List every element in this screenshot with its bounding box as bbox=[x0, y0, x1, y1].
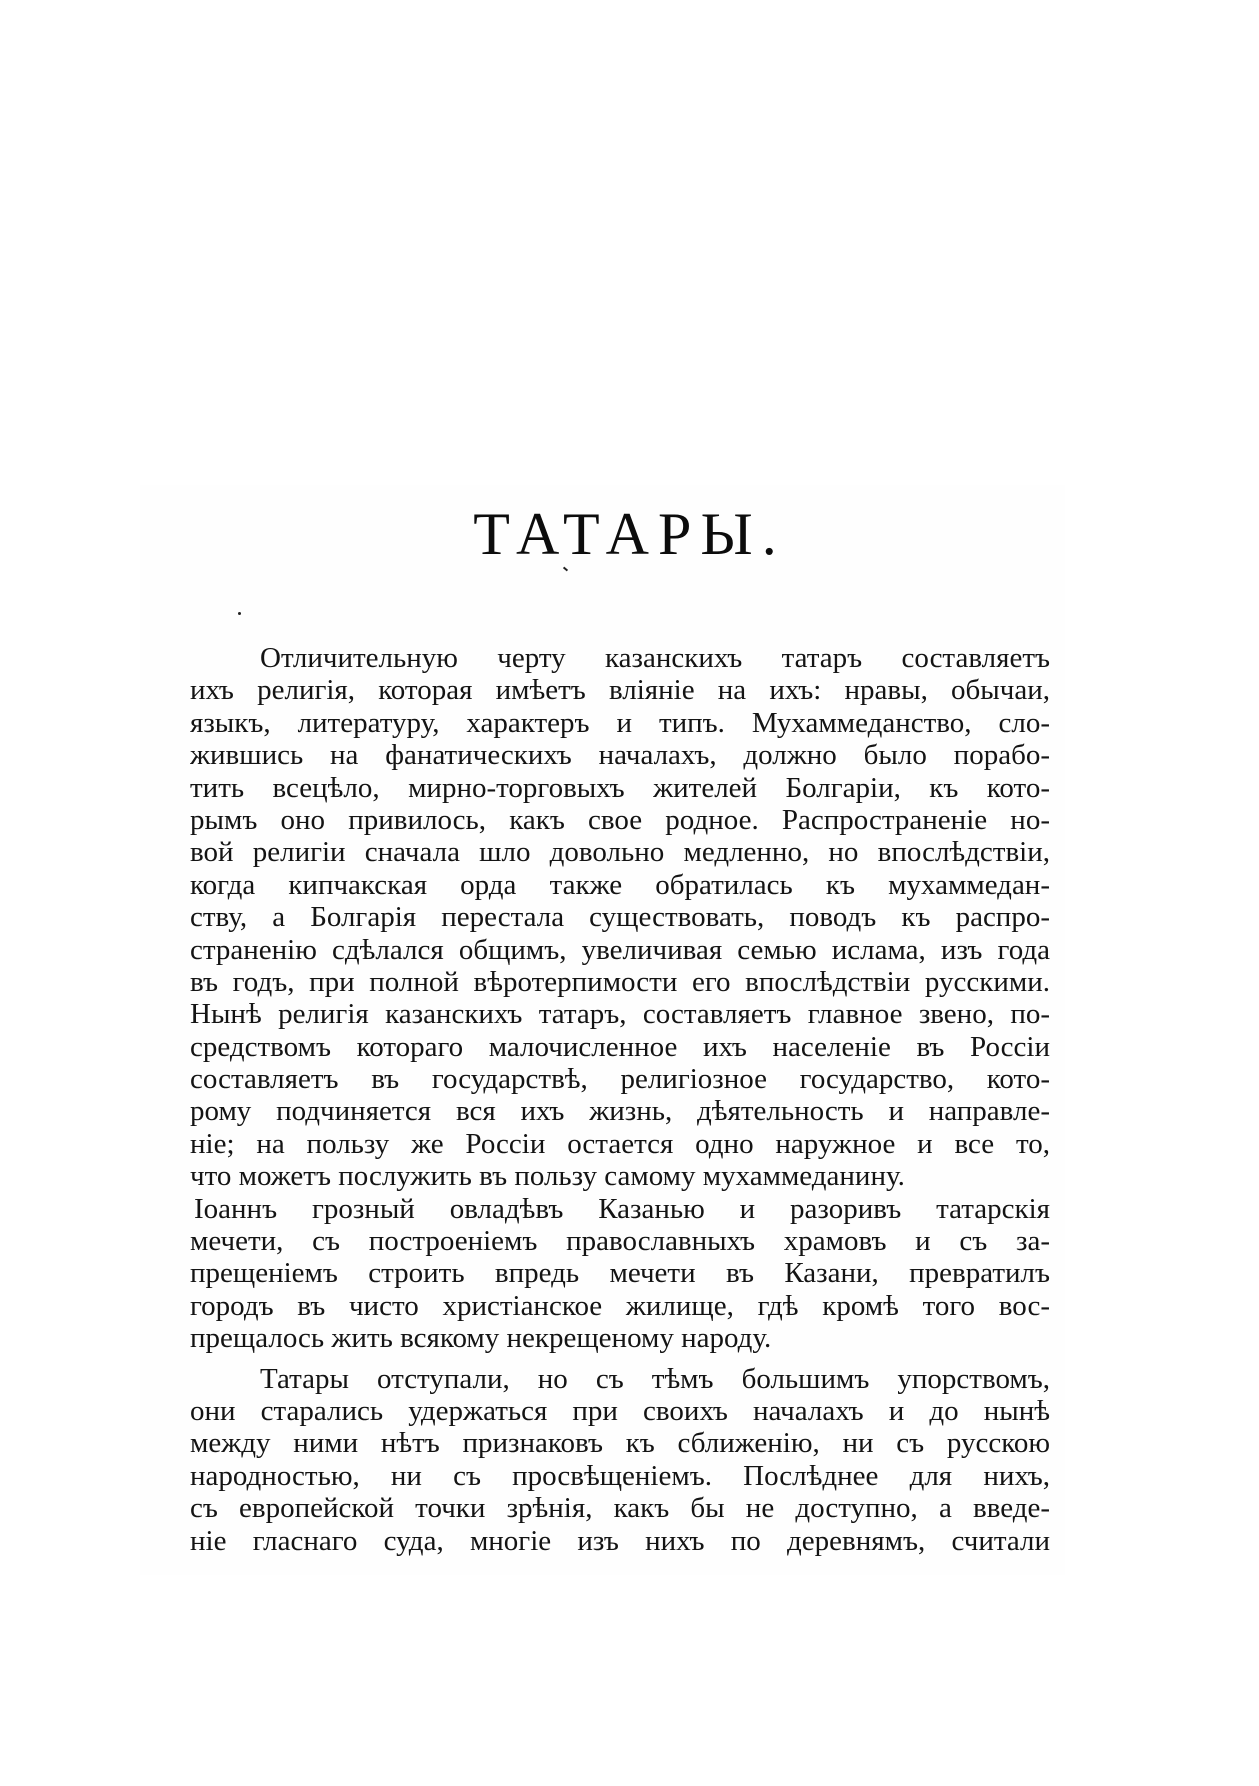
text-line: тить всецѣло, мирно-торговыхъ жителей Болгаріи, къ кото- bbox=[190, 771, 1050, 804]
page-title: ТАТАРЫ. bbox=[473, 501, 786, 567]
text-line: ихъ религія, которая имѣетъ вліяніе на ихъ: нравы, обычаи, bbox=[190, 674, 1050, 707]
text-line: мечети, съ построеніемъ православныхъ храмовъ и съ за- bbox=[190, 1225, 1050, 1258]
text-line: народностью, ни съ просвѣщеніемъ. Послѣднее для нихъ, bbox=[190, 1459, 1050, 1492]
text-line: языкъ, литературу, характеръ и типъ. Мухаммеданство, сло- bbox=[190, 706, 1050, 739]
text-line: рому подчиняется вся ихъ жизнь, дѣятельность и направле- bbox=[190, 1095, 1050, 1128]
text-line: Іоаннъ грозный овладѣвъ Казанью и разоривъ татарскія bbox=[194, 1192, 1050, 1225]
text-line: жившись на фанатическихъ началахъ, должно было порабо- bbox=[190, 739, 1050, 772]
text-line: они старались удержаться при своихъ началахъ и до нынѣ bbox=[190, 1394, 1050, 1427]
text-line: Отличительную черту казанскихъ татаръ составляетъ bbox=[260, 642, 1050, 674]
text-line: въ годъ, при полной вѣротерпимости его впослѣдствіи русскими. bbox=[190, 965, 1050, 998]
text-line: между ними нѣтъ признаковъ къ сближенію, ни съ русскою bbox=[190, 1427, 1050, 1460]
text-line: составляетъ въ государствѣ, религіозное государство, кото- bbox=[190, 1063, 1050, 1096]
body-text bbox=[190, 642, 1050, 1557]
text-line: что можетъ послужить въ пользу самому мухаммеданину. bbox=[190, 1160, 905, 1193]
text-line: ніе; на пользу же Россіи остается одно наружное и все то, bbox=[190, 1127, 1050, 1160]
text-line: когда кипчакская орда также обратилась къ мухаммедан- bbox=[190, 868, 1050, 901]
text-line: средствомъ котораго малочисленное ихъ населеніе въ Россіи bbox=[190, 1030, 1050, 1063]
text-line: вой религіи сначала шло довольно медленно, но впослѣдствіи, bbox=[190, 836, 1050, 869]
text-line: рымъ оно привилось, какъ свое родное. Распространеніе но- bbox=[190, 803, 1050, 836]
text-line: прещалось жить всякому некрещеному народу. bbox=[190, 1322, 772, 1355]
text-line: страненію сдѣлался общимъ, увеличивая семью ислама, изъ года bbox=[190, 933, 1050, 966]
text-line: ніе гласнаго суда, многіе изъ нихъ по деревнямъ, считали bbox=[190, 1524, 1050, 1557]
text-line: городъ въ чисто христіанское жилище, гдѣ кромѣ того вос- bbox=[190, 1289, 1050, 1322]
text-line: Татары отступали, но съ тѣмъ большимъ упорствомъ, bbox=[260, 1362, 1050, 1395]
text-line: ству, а Болгарія перестала существовать, поводъ къ распро- bbox=[190, 901, 1050, 934]
text-line: Нынѣ религія казанскихъ татаръ, составляетъ главное звено, по- bbox=[190, 998, 1050, 1031]
print-speck bbox=[238, 612, 241, 615]
text-line: съ европейской точки зрѣнія, какъ бы не доступно, а введе- bbox=[190, 1492, 1050, 1525]
text-line: прещеніемъ строить впредь мечети въ Казани, превратилъ bbox=[190, 1257, 1050, 1290]
